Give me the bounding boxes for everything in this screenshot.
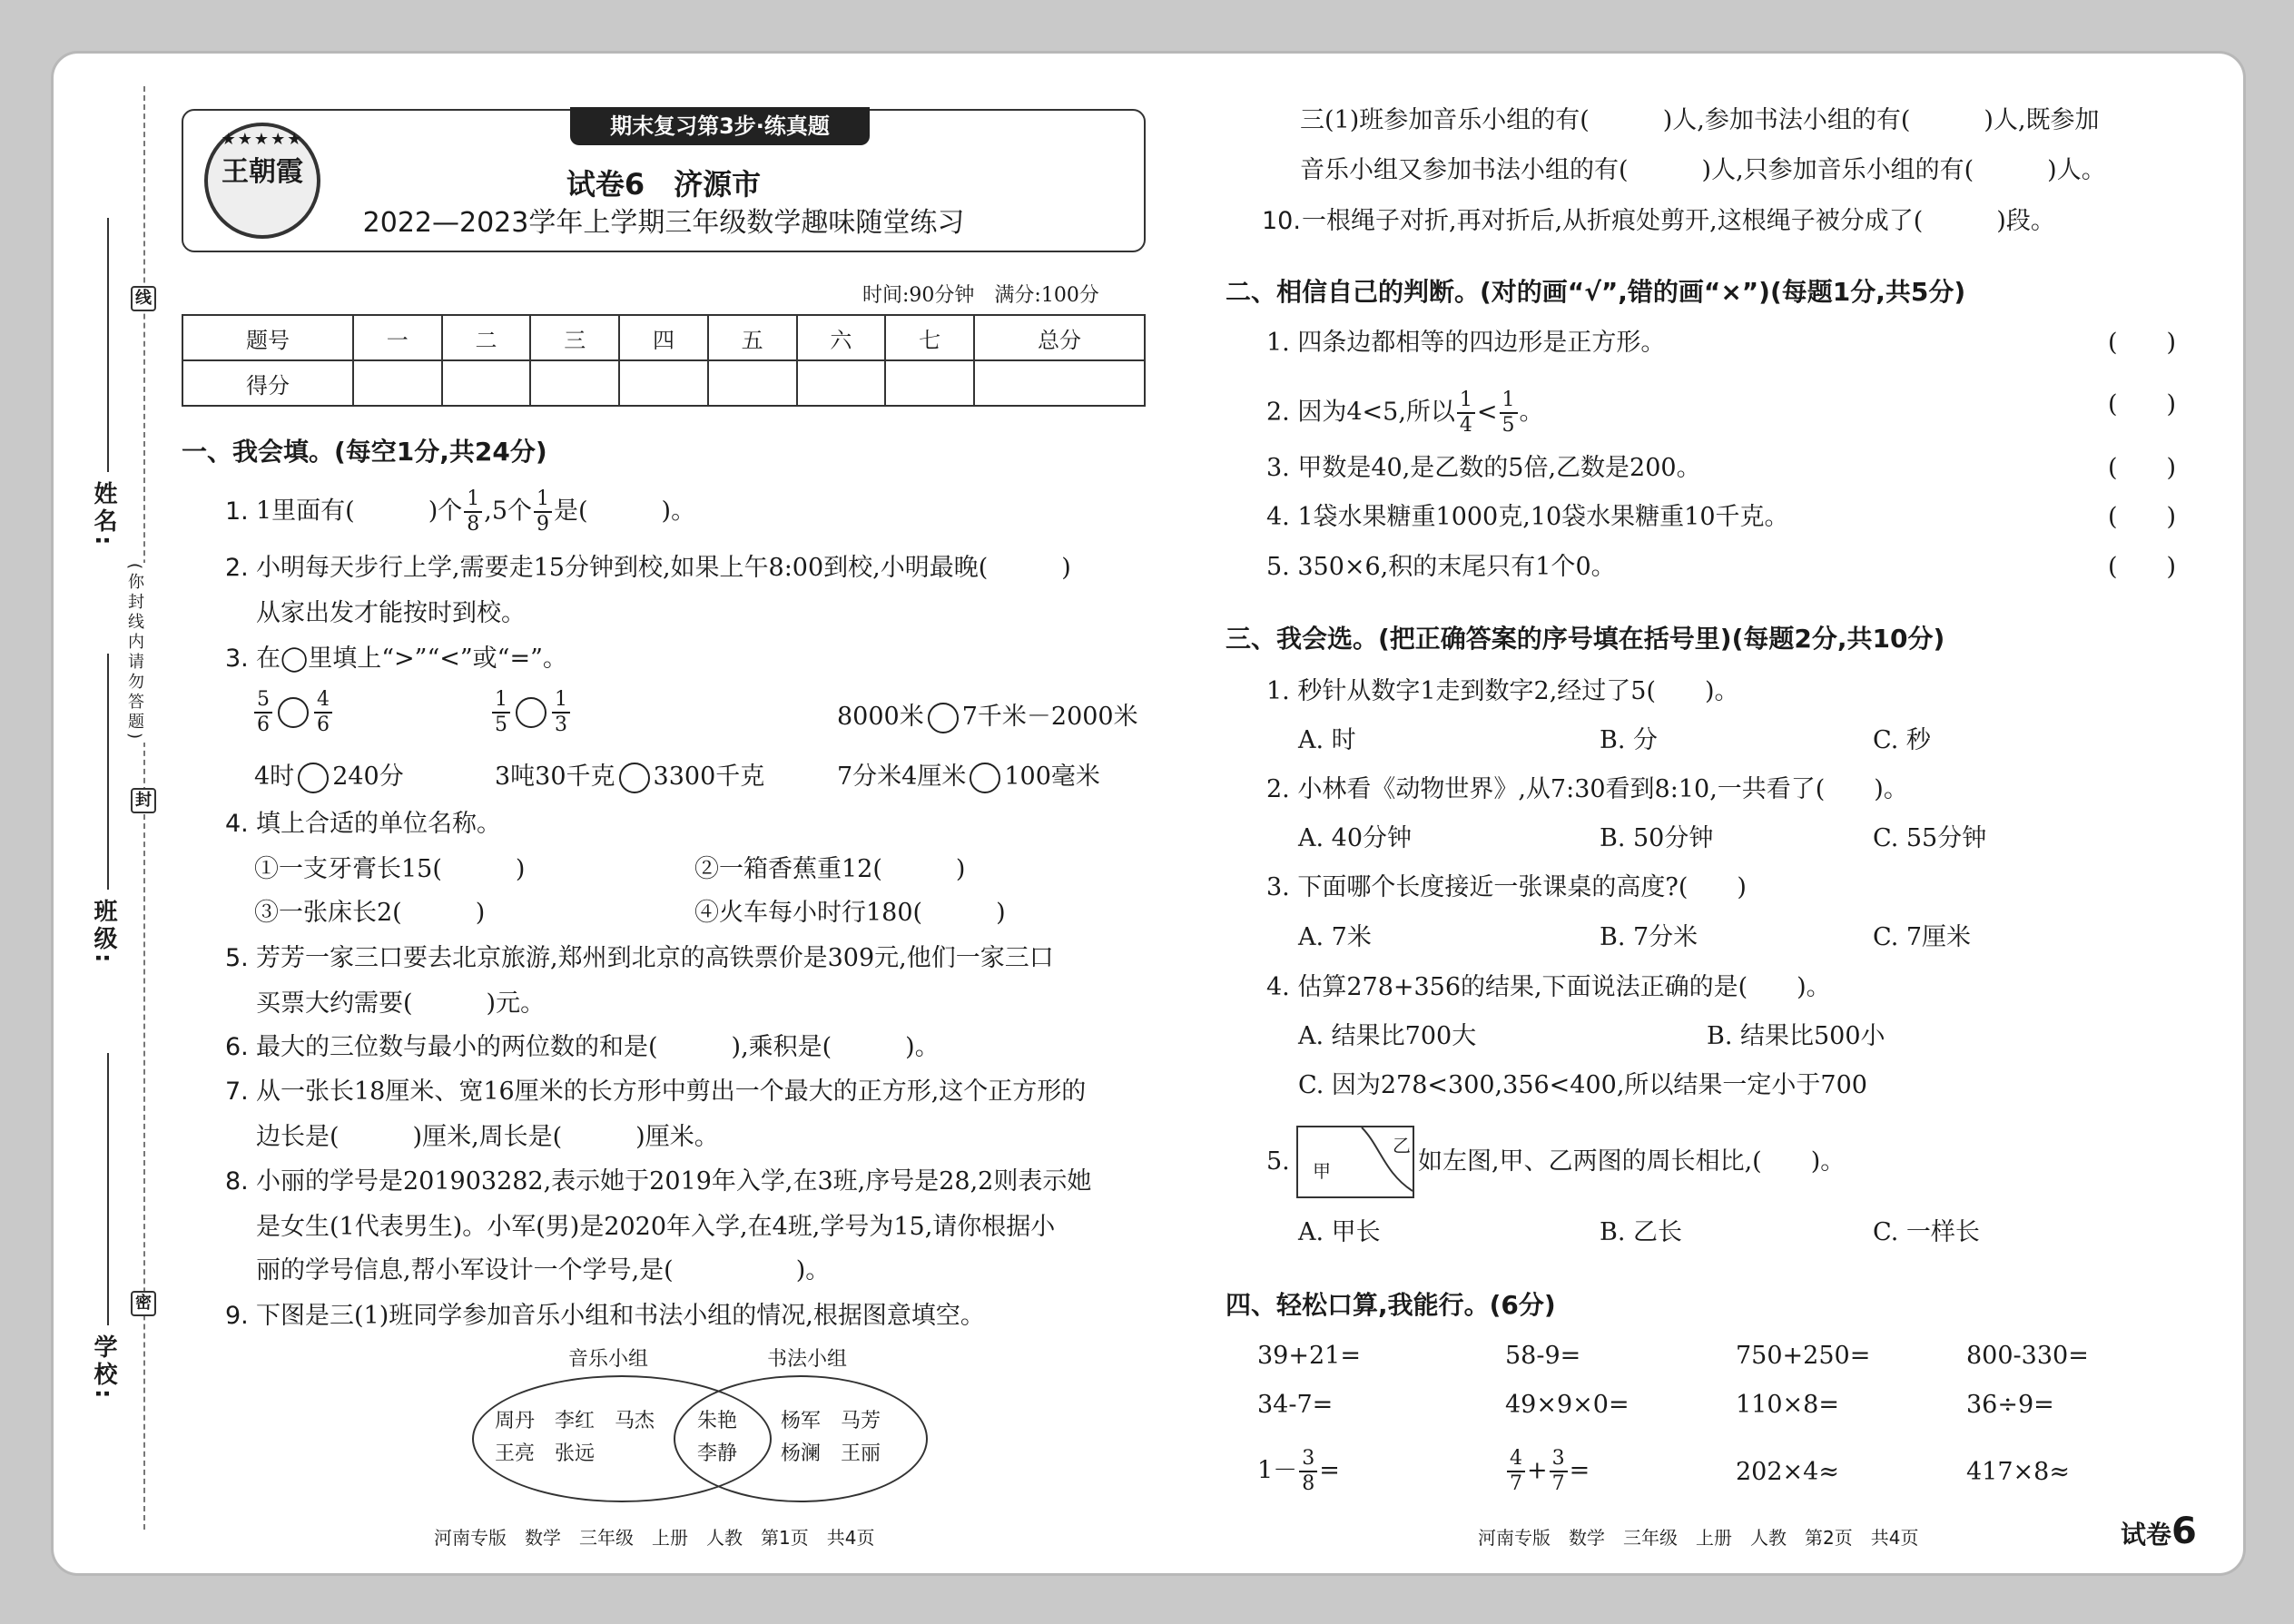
compare-circle[interactable] bbox=[970, 763, 1000, 793]
header-badge: 期末复习第3步·练真题 bbox=[570, 107, 870, 145]
s1-q3-e: 3吨30千克 3300千克 bbox=[495, 761, 764, 793]
s3-q4-c: C. 因为278<300,356<400,所以结果一定小于700 bbox=[1298, 1071, 1867, 1099]
section-1-title: 一、我会填。(每空1分,共24分) bbox=[182, 437, 547, 467]
score-table bbox=[182, 314, 1146, 407]
s1-q3-g: 7分米4厘米 100毫米 bbox=[837, 761, 1100, 793]
s3-q4-a: A. 结果比700大 bbox=[1298, 1022, 1477, 1050]
cell: 七 bbox=[885, 315, 974, 360]
s1-q4-d: ④火车每小时行180( ) bbox=[694, 899, 1006, 927]
fraction: $\frac{3}{7}$ bbox=[1550, 1447, 1568, 1496]
exam-tag: 试卷6 bbox=[2121, 1511, 2197, 1552]
cell: 四 bbox=[619, 315, 708, 360]
fraction: $\frac{3}{8}$ bbox=[1299, 1447, 1317, 1496]
s1-q5-line1: 5. 芳芳一家三口要去北京旅游,郑州到北京的高铁票价是309元,他们一家三口 bbox=[225, 944, 1054, 972]
venn-calli-names-1: 杨军 马芳 bbox=[781, 1410, 881, 1432]
answer-paren[interactable]: ( ) bbox=[2108, 553, 2177, 581]
fraction: $\frac{4}{6}$ bbox=[314, 688, 332, 737]
cell: 得分 bbox=[182, 360, 353, 406]
section-2-title: 二、相信自己的判断。(对的画“√”,错的画“×”)(每题1分,共5分) bbox=[1226, 277, 1966, 307]
binding-mark-seal: 封 bbox=[131, 788, 156, 813]
compare-circle[interactable] bbox=[516, 697, 546, 728]
answer-paren[interactable]: ( ) bbox=[2108, 503, 2177, 531]
s1-q6: 6. 最大的三位数与最小的两位数的和是( ),乘积是( )。 bbox=[225, 1033, 940, 1061]
footer-right: 河南专版 数学 三年级 上册 人教 第2页 共4页 bbox=[1478, 1527, 1919, 1549]
cell: 一 bbox=[353, 315, 442, 360]
score-input[interactable] bbox=[530, 360, 619, 406]
score-input[interactable] bbox=[442, 360, 531, 406]
binding-name-label: 姓名: bbox=[90, 481, 117, 549]
calc-item-frac2: $\frac{4}{7}$ + $\frac{3}{7}$ = bbox=[1505, 1447, 1590, 1496]
s3-q2-b: B. 50分钟 bbox=[1600, 824, 1714, 852]
calc-item: 36÷9= bbox=[1966, 1391, 2054, 1419]
s3-q5-num: 5. bbox=[1266, 1147, 1290, 1176]
fraction: $\frac{1}{9}$ bbox=[534, 487, 552, 536]
calc-item: 110×8= bbox=[1736, 1391, 1839, 1419]
cell: 总分 bbox=[974, 315, 1145, 360]
score-input[interactable] bbox=[974, 360, 1145, 406]
s3-q5-b: B. 乙长 bbox=[1600, 1218, 1683, 1246]
s3-q3-c: C. 7厘米 bbox=[1873, 923, 1972, 951]
s3-q2-a: A. 40分钟 bbox=[1298, 824, 1413, 852]
score-value-row bbox=[182, 360, 1145, 406]
s1-q5-line2: 买票大约需要( )元。 bbox=[256, 989, 546, 1018]
venn-both-1: 朱艳 bbox=[697, 1410, 738, 1432]
section-4-title: 四、轻松口算,我能行。(6分) bbox=[1226, 1290, 1556, 1320]
s1-q3-b bbox=[490, 688, 572, 737]
fraction: $\frac{1}{3}$ bbox=[552, 688, 570, 737]
answer-paren[interactable]: ( ) bbox=[2108, 329, 2177, 357]
s2-q2: 2. 因为4<5,所以 $\frac{1}{4}$ < $\frac{1}{5}$ 。 bbox=[1266, 389, 1544, 437]
fraction: $\frac{1}{5}$ bbox=[1500, 389, 1518, 438]
logo-stars: ★★★★★ bbox=[221, 130, 304, 149]
logo-text: 王朝霞 bbox=[222, 156, 303, 188]
cell: 五 bbox=[708, 315, 797, 360]
time-score: 时间:90分钟 满分:100分 bbox=[862, 284, 1099, 307]
s3-q4: 4. 估算278+356的结果,下面说法正确的是( )。 bbox=[1266, 973, 1831, 1001]
answer-paren[interactable]: ( ) bbox=[2108, 390, 2177, 418]
fraction: $\frac{1}{8}$ bbox=[464, 487, 482, 536]
compare-circle[interactable] bbox=[278, 697, 309, 728]
score-input[interactable] bbox=[797, 360, 886, 406]
exam-subtitle: 2022—2023学年上学期三年级数学趣味随堂练习 bbox=[362, 207, 965, 239]
s3-q5-c: C. 一样长 bbox=[1873, 1218, 1980, 1246]
calc-item: 34-7= bbox=[1257, 1391, 1334, 1419]
cell: 二 bbox=[442, 315, 531, 360]
s1-q4: 4. 填上合适的单位名称。 bbox=[225, 810, 501, 838]
s2-q1: 1. 四条边都相等的四边形是正方形。 bbox=[1266, 329, 1666, 357]
s1-q2-line1: 2. 小明每天步行上学,需要走15分钟到校,如果上午8:00到校,小明最晚( ) bbox=[225, 554, 1071, 582]
cell: 三 bbox=[530, 315, 619, 360]
s3-q4-b: B. 结果比500小 bbox=[1707, 1022, 1885, 1050]
venn-calligraphy-label: 书法小组 bbox=[767, 1348, 848, 1371]
s3-q5-a: A. 甲长 bbox=[1298, 1218, 1381, 1246]
s1-q8-line3: 丽的学号信息,帮小军设计一个学号,是( )。 bbox=[256, 1256, 831, 1284]
s1-q4-b: ②一箱香蕉重12( ) bbox=[694, 855, 966, 883]
venn-calli-names-2: 杨澜 王丽 bbox=[781, 1442, 881, 1465]
calc-item: 417×8≈ bbox=[1966, 1458, 2070, 1486]
s1-q3-a bbox=[252, 688, 334, 737]
s2-q3: 3. 甲数是40,是乙数的5倍,乙数是200。 bbox=[1266, 454, 1701, 482]
yi-label: 乙 bbox=[1393, 1135, 1411, 1156]
s1-q4-c: ③一张床长2( ) bbox=[254, 899, 486, 927]
jia-label: 甲 bbox=[1313, 1160, 1331, 1182]
venn-music-names-1: 周丹 李红 马杰 bbox=[495, 1410, 655, 1432]
section-3-title: 三、我会选。(把正确答案的序号填在括号里)(每题2分,共10分) bbox=[1226, 624, 1945, 654]
s2-q4: 4. 1袋水果糖重1000克,10袋水果糖重10千克。 bbox=[1266, 503, 1789, 531]
calc-item: 58-9= bbox=[1505, 1342, 1581, 1370]
venn-music-names-2: 王亮 张远 bbox=[495, 1442, 596, 1465]
exam-title: 试卷6 济源市 bbox=[566, 167, 762, 202]
s1-q3-d: 4时 240分 bbox=[254, 761, 404, 793]
calc-item: 49×9×0= bbox=[1505, 1391, 1629, 1419]
s3-q1-a: A. 时 bbox=[1298, 726, 1356, 754]
fraction: $\frac{1}{5}$ bbox=[492, 688, 510, 737]
s1-q7-line2: 边长是( )厘米,周长是( )厘米。 bbox=[256, 1123, 719, 1151]
s1-q8-line1: 8. 小丽的学号是201903282,表示她于2019年入学,在3班,序号是28,2则表示她 bbox=[225, 1167, 1092, 1196]
calc-item: 39+21= bbox=[1257, 1342, 1361, 1370]
s1-q8-line2: 是女生(1代表男生)。小军(男)是2020年入学,在4班,学号为15,请你根据小 bbox=[256, 1213, 1056, 1241]
calc-item-frac1: 1－ $\frac{3}{8}$ = bbox=[1257, 1447, 1340, 1495]
binding-mark-secret: 密 bbox=[131, 1291, 156, 1316]
s1-q9-line2: 三(1)班参加音乐小组的有( )人,参加书法小组的有( )人,既参加 bbox=[1300, 106, 2100, 134]
answer-paren[interactable]: ( ) bbox=[2108, 454, 2177, 482]
score-header-row bbox=[182, 315, 1145, 360]
venn-both-2: 李静 bbox=[697, 1442, 738, 1465]
binding-school-label: 学校: bbox=[90, 1334, 117, 1403]
fraction: $\frac{5}{6}$ bbox=[254, 688, 272, 737]
name-blank bbox=[107, 218, 109, 472]
school-blank bbox=[107, 1053, 109, 1325]
cell: 六 bbox=[797, 315, 886, 360]
s1-q1: 1. 1里面有( )个 $\frac{1}{8}$ ,5个 $\frac{1}{9}$ 是( )。 bbox=[225, 487, 696, 536]
s3-q1-c: C. 秒 bbox=[1873, 726, 1931, 754]
compare-circle[interactable] bbox=[928, 703, 959, 733]
score-input[interactable] bbox=[708, 360, 797, 406]
s1-q3-c: 8000米 7千米－2000米 bbox=[837, 701, 1138, 733]
compare-circle[interactable] bbox=[619, 763, 650, 793]
calc-item: 750+250= bbox=[1736, 1342, 1871, 1370]
calc-item: 800-330= bbox=[1966, 1342, 2089, 1370]
s1-q2-line2: 从家出发才能按时到校。 bbox=[256, 599, 526, 627]
class-blank bbox=[107, 654, 109, 890]
binding-note: (你封线内请勿答题) bbox=[121, 563, 148, 743]
cell: 题号 bbox=[182, 315, 353, 360]
s3-q3-a: A. 7米 bbox=[1298, 923, 1372, 951]
s3-q5: 如左图,甲、乙两图的周长相比,( )。 bbox=[1418, 1147, 1846, 1176]
compare-circle[interactable] bbox=[298, 763, 329, 793]
binding-class-label: 班级: bbox=[90, 899, 117, 967]
fraction: $\frac{1}{4}$ bbox=[1457, 389, 1475, 438]
s3-q3: 3. 下面哪个长度接近一张课桌的高度?( ) bbox=[1266, 873, 1747, 901]
s1-q9: 9. 下图是三(1)班同学参加音乐小组和书法小组的情况,根据图意填空。 bbox=[225, 1302, 985, 1330]
s3-q3-b: B. 7分米 bbox=[1600, 923, 1698, 951]
score-input[interactable] bbox=[353, 360, 442, 406]
binding-mark-line: 线 bbox=[131, 286, 156, 311]
s1-q7-line1: 7. 从一张长18厘米、宽16厘米的长方形中剪出一个最大的正方形,这个正方形的 bbox=[225, 1078, 1087, 1106]
s1-q4-a: ①一支牙膏长15( ) bbox=[254, 855, 526, 883]
score-input[interactable] bbox=[885, 360, 974, 406]
score-input[interactable] bbox=[619, 360, 708, 406]
s3-q2-c: C. 55分钟 bbox=[1873, 824, 1987, 852]
venn-music-label: 音乐小组 bbox=[568, 1348, 649, 1371]
s3-q1: 1. 秒针从数字1走到数字2,经过了5( )。 bbox=[1266, 677, 1739, 705]
fraction: $\frac{4}{7}$ bbox=[1507, 1447, 1525, 1496]
footer-left: 河南专版 数学 三年级 上册 人教 第1页 共4页 bbox=[434, 1527, 875, 1549]
calc-item: 202×4≈ bbox=[1736, 1458, 1839, 1486]
s1-q9-line3: 音乐小组又参加书法小组的有( )人,只参加音乐小组的有( )人。 bbox=[1300, 156, 2106, 184]
s1-q3: 3. 在◯里填上“>”“<”或“=”。 bbox=[225, 645, 567, 673]
s3-q2: 2. 小林看《动物世界》,从7:30看到8:10,一共看了( )。 bbox=[1266, 775, 1908, 803]
s3-q1-b: B. 分 bbox=[1600, 726, 1659, 754]
s2-q5: 5. 350×6,积的末尾只有1个0。 bbox=[1266, 553, 1616, 581]
s1-q10: 10.一根绳子对折,再对折后,从折痕处剪开,这根绳子被分成了( )段。 bbox=[1262, 207, 2055, 235]
s3-q5-figure bbox=[1296, 1126, 1414, 1198]
